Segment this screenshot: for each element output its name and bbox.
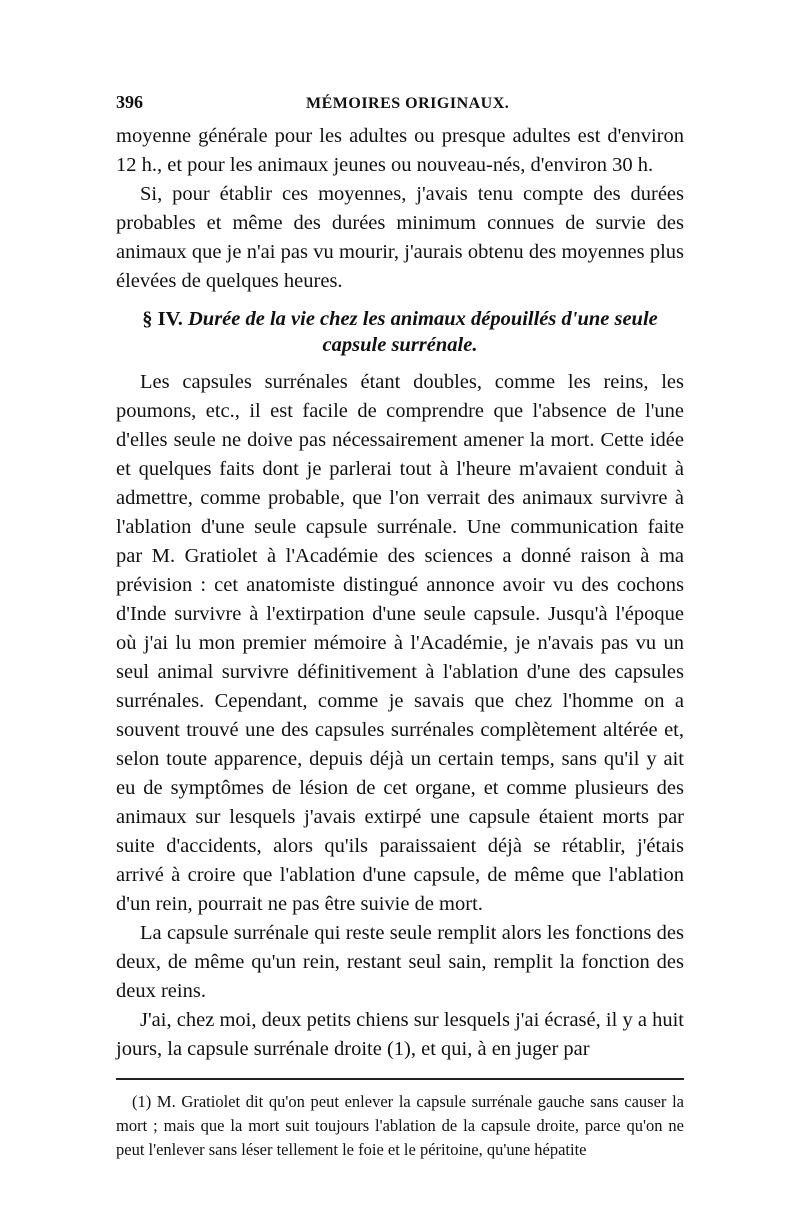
paragraph-1: moyenne générale pour les adultes ou presque adultes est d'environ 12 h., et pour les animaux jeunes ou nouveau-nés, d'environ 30 h. [116, 125, 684, 176]
paragraph-4: La capsule surrénale qui reste seule remplit alors les fonctions des deux, de même qu'un rein, restant seul sain, remplit la fonction des deux reins. [116, 922, 684, 1002]
footnote-text: (1) M. Gratiolet dit qu'on peut enlever la capsule surrénale gauche sans causer la mort ; mais que la mort suit toujours l'ablation de la capsule droite, parce qu'on ne peut l'enlever sans léser tellement le foie et le péritoine, qu'une hépatite [116, 1092, 684, 1159]
running-title: MÉMOIRES ORIGINAUX. [306, 95, 510, 112]
footnote-divider [116, 1078, 684, 1080]
section-number: § IV. [142, 308, 183, 330]
paragraph-5: J'ai, chez moi, deux petits chiens sur lesquels j'ai écrasé, il y a huit jours, la capsule surrénale droite (1), et qui, à en juger par [116, 1009, 684, 1060]
section-title: Durée de la vie chez les animaux dépouillés d'une seule capsule surrénale. [187, 308, 658, 356]
paragraph-2: Si, pour établir ces moyennes, j'avais tenu compte des durées probables et même des durées minimum connues de survie des animaux que je n'ai pas vu mourir, j'aurais obtenu des moyennes plus élevées de quelques heures. [116, 183, 684, 292]
section-heading [116, 306, 684, 358]
page [116, 92, 684, 1162]
body-text [116, 122, 684, 1064]
running-head [116, 92, 684, 122]
page-number: 396 [116, 92, 143, 112]
footnote [116, 1090, 684, 1162]
paragraph-3: Les capsules surrénales étant doubles, comme les reins, les poumons, etc., il est facile de comprendre que l'absence de l'une d'elles seule ne doive pas nécessairement amener la mort. Cette idée et quelques faits dont je parlerai tout à l'heure m'avaient conduit à admettre, comme probable, que l'on verrait des animaux survivre à l'ablation d'une seule capsule surrénale. Une communication faite par M. Gratiolet à l'Académie des sciences a donné raison à ma prévision : cet anatomiste distingué annonce avoir vu des cochons d'Inde survivre à l'extirpation d'une seule capsule. Jusqu'à l'époque où j'ai lu mon premier mémoire à l'Académie, je n'avais pas vu un seul animal survivre définitivement à l'ablation d'une des capsules surrénales. Cependant, comme je savais que chez l'homme on a souvent trouvé une des capsules surrénales complètement altérée et, selon toute apparence, depuis déjà un certain temps, sans qu'il y ait eu de symptômes de lésion de cet organe, et comme plusieurs des animaux sur lesquels j'avais extirpé une capsule étaient morts par suite d'accidents, alors qu'ils paraissaient déjà se rétablir, j'étais arrivé à croire que l'ablation d'une capsule, de même que l'ablation d'un rein, pourrait ne pas être suivie de mort. [116, 371, 684, 915]
